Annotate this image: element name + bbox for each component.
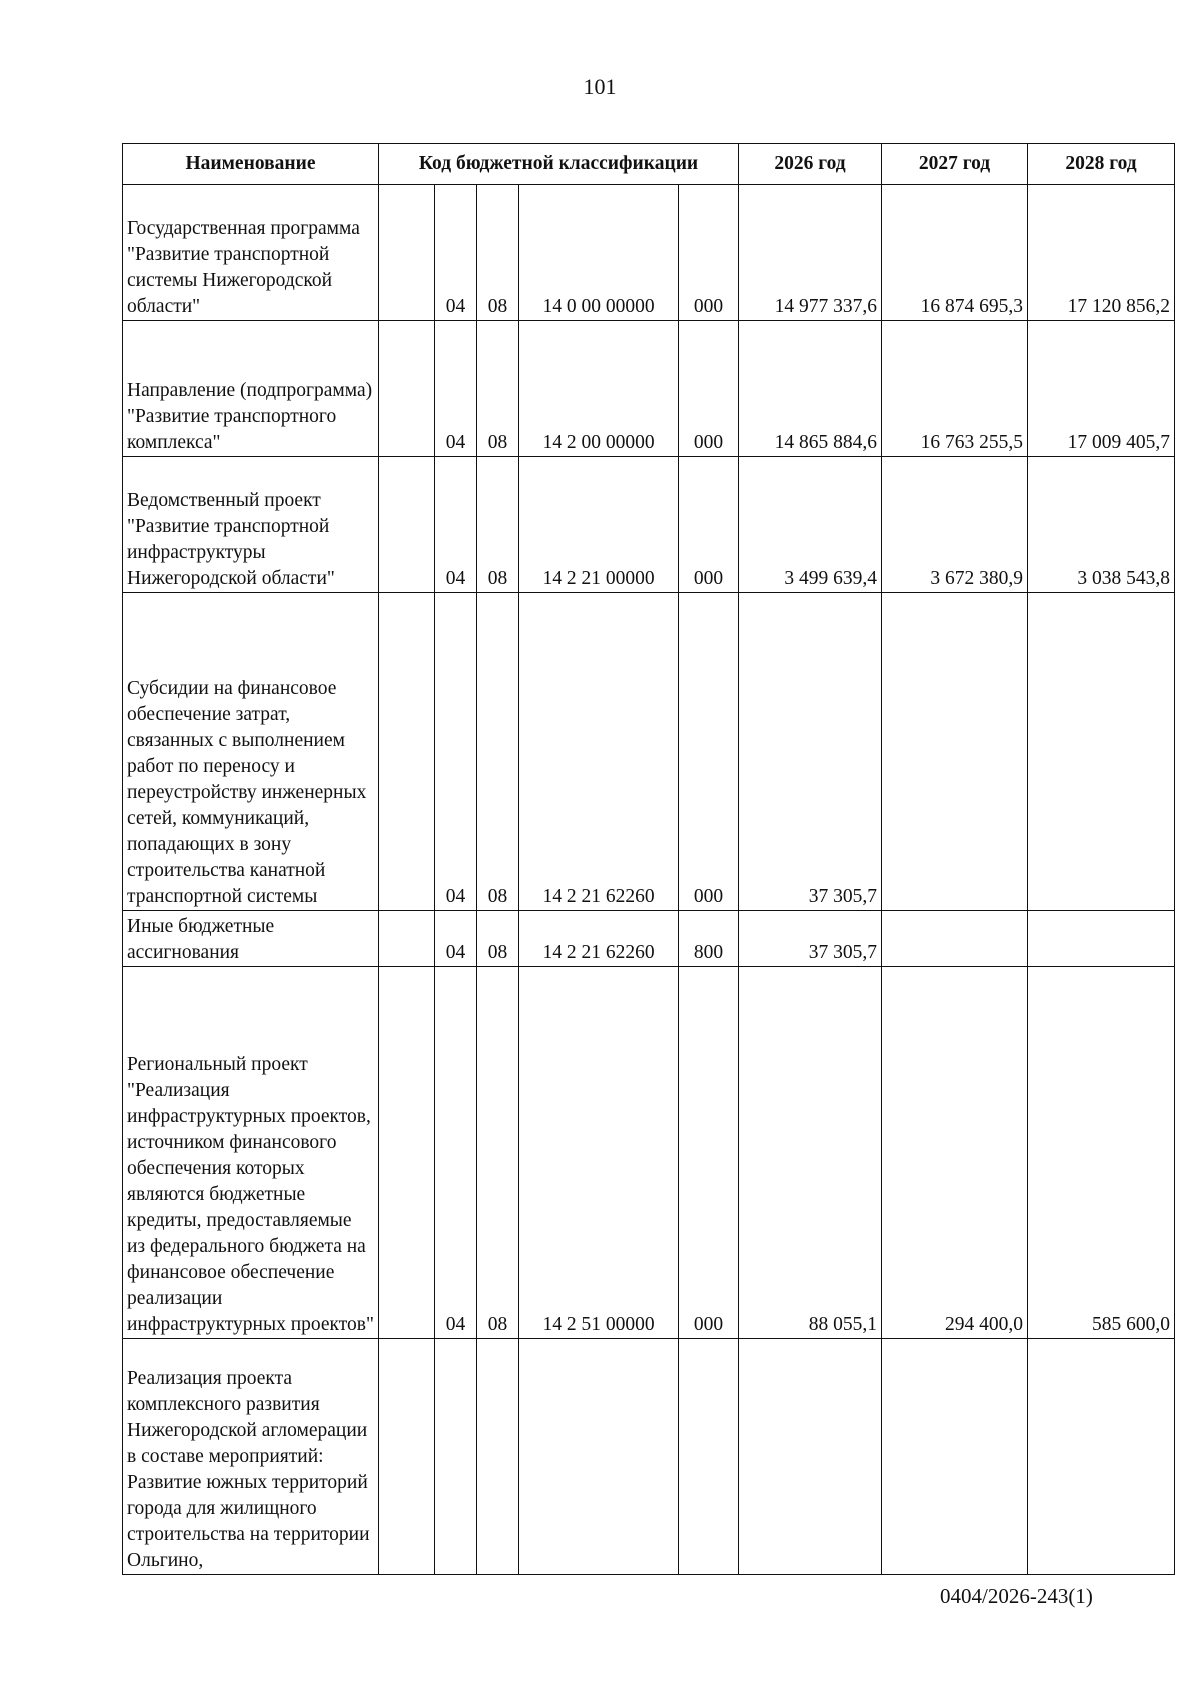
code-col-1 <box>379 967 435 1339</box>
table-row <box>123 1339 1175 1575</box>
code-subsection: 08 <box>477 457 519 593</box>
amount-2026: 14 865 884,6 <box>739 321 882 457</box>
amount-2027 <box>882 1339 1028 1575</box>
row-name: Реализация проекта комплексного развития Нижегородской агломерации в составе мероприятий: Развитие южных территорий города для жилищного строительства на территории Ольгино, <box>123 1339 379 1575</box>
code-section: 04 <box>435 321 477 457</box>
amount-2028: 17 120 856,2 <box>1028 185 1175 321</box>
code-subsection: 08 <box>477 967 519 1339</box>
amount-2027 <box>882 593 1028 911</box>
code-section: 04 <box>435 911 477 967</box>
amount-2028: 585 600,0 <box>1028 967 1175 1339</box>
code-col-1 <box>379 457 435 593</box>
code-expense-type: 800 <box>679 911 739 967</box>
amount-2026: 14 977 337,6 <box>739 185 882 321</box>
code-col-1 <box>379 185 435 321</box>
code-expense-type: 000 <box>679 457 739 593</box>
code-target-article: 14 2 00 00000 <box>519 321 679 457</box>
amount-2028 <box>1028 593 1175 911</box>
table-row <box>123 321 1175 457</box>
code-section: 04 <box>435 457 477 593</box>
code-target-article <box>519 1339 679 1575</box>
code-expense-type: 000 <box>679 321 739 457</box>
amount-2026: 37 305,7 <box>739 593 882 911</box>
code-target-article: 14 0 00 00000 <box>519 185 679 321</box>
code-subsection: 08 <box>477 911 519 967</box>
amount-2027: 3 672 380,9 <box>882 457 1028 593</box>
row-name: Региональный проект "Реализация инфраструктурных проектов, источником финансового обеспечения которых являются бюджетные кредиты, предоставляемые из федерального бюджета на финансовое обеспечение реализации инфраструктурных проектов" <box>123 967 379 1339</box>
amount-2028: 3 038 543,8 <box>1028 457 1175 593</box>
code-target-article: 14 2 21 62260 <box>519 593 679 911</box>
amount-2027 <box>882 911 1028 967</box>
header-2027: 2027 год <box>882 144 1028 185</box>
amount-2026: 37 305,7 <box>739 911 882 967</box>
amount-2027: 16 874 695,3 <box>882 185 1028 321</box>
table-header-row <box>123 144 1175 185</box>
amount-2026: 88 055,1 <box>739 967 882 1339</box>
row-name: Ведомственный проект "Развитие транспортной инфраструктуры Нижегородской области" <box>123 457 379 593</box>
code-section: 04 <box>435 967 477 1339</box>
row-name: Государственная программа "Развитие транспортной системы Нижегородской области" <box>123 185 379 321</box>
code-target-article: 14 2 51 00000 <box>519 967 679 1339</box>
code-section <box>435 1339 477 1575</box>
page-number: 101 <box>583 74 617 99</box>
amount-2026 <box>739 1339 882 1575</box>
header-budget-code: Код бюджетной классификации <box>379 144 739 185</box>
amount-2027: 16 763 255,5 <box>882 321 1028 457</box>
code-expense-type: 000 <box>679 967 739 1339</box>
code-target-article: 14 2 21 00000 <box>519 457 679 593</box>
code-subsection: 08 <box>477 593 519 911</box>
code-expense-type: 000 <box>679 185 739 321</box>
header-name: Наименование <box>123 144 379 185</box>
header-2026: 2026 год <box>739 144 882 185</box>
amount-2028: 17 009 405,7 <box>1028 321 1175 457</box>
amount-2028 <box>1028 911 1175 967</box>
code-target-article: 14 2 21 62260 <box>519 911 679 967</box>
code-section: 04 <box>435 593 477 911</box>
row-name: Иные бюджетные ассигнования <box>123 911 379 967</box>
row-name: Направление (подпрограмма) "Развитие транспортного комплекса" <box>123 321 379 457</box>
table-row <box>123 593 1175 911</box>
code-expense-type: 000 <box>679 593 739 911</box>
code-subsection <box>477 1339 519 1575</box>
budget-table <box>122 143 1175 1575</box>
code-col-1 <box>379 321 435 457</box>
amount-2028 <box>1028 1339 1175 1575</box>
code-col-1 <box>379 593 435 911</box>
code-col-1 <box>379 911 435 967</box>
code-expense-type <box>679 1339 739 1575</box>
code-subsection: 08 <box>477 185 519 321</box>
table-row <box>123 185 1175 321</box>
header-2028: 2028 год <box>1028 144 1175 185</box>
amount-2027: 294 400,0 <box>882 967 1028 1339</box>
table-row <box>123 911 1175 967</box>
document-code: 0404/2026-243(1) <box>940 1584 1093 1608</box>
row-name: Субсидии на финансовое обеспечение затрат, связанных с выполнением работ по переносу и переустройству инженерных сетей, коммуникаций, попадающих в зону строительства канатной транспортной системы <box>123 593 379 911</box>
table-row <box>123 457 1175 593</box>
table-row <box>123 967 1175 1339</box>
code-section: 04 <box>435 185 477 321</box>
amount-2026: 3 499 639,4 <box>739 457 882 593</box>
code-subsection: 08 <box>477 321 519 457</box>
code-col-1 <box>379 1339 435 1575</box>
